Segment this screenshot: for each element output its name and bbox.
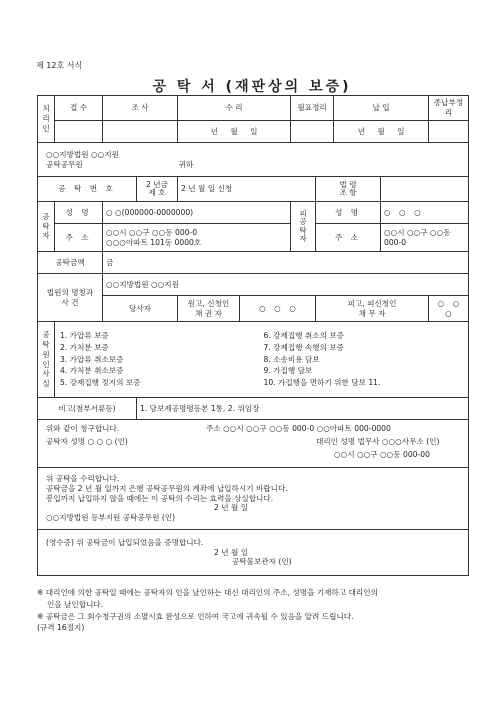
cause-item[interactable]: 4. 가처분 취소보증 [60, 366, 124, 376]
acceptance-date-line: 2 년 월 일 [214, 503, 249, 513]
receipt-signature: 공탁물보관자 (인) [232, 557, 292, 567]
depositee-name[interactable]: ○ ○ ○ [381, 202, 469, 224]
inspection-header: 조 사 [103, 96, 178, 121]
depositee-side-label: 피 공 탁 자 [291, 202, 316, 252]
monthly-table-header: 월표정리 [291, 96, 334, 121]
cause-side-label: 공 탁 원 인 사 실 [38, 322, 55, 398]
depositor-name[interactable]: ○ ○(000000-0000000) [103, 202, 291, 224]
deposit-form-table [37, 95, 469, 576]
court-name[interactable]: ○○지방법원 ○○지원 [103, 274, 469, 296]
depositee-address-label: 주 소 [316, 224, 381, 252]
receipt-date-line: 2 년 월 일 [214, 547, 249, 557]
cause-item[interactable]: 10. 가집행을 면하기 위한 담보 11. [263, 378, 381, 388]
acceptance-header: 수 리 [178, 96, 291, 121]
inspection-cell[interactable] [103, 121, 178, 143]
acceptance-block [38, 468, 469, 530]
deposit-number-year[interactable]: 2 년금 제 호 [137, 177, 178, 202]
cause-item[interactable]: 8. 소송비용 담보 [263, 354, 320, 364]
form-number: 제 12호 서식 [36, 61, 83, 70]
note-paper-size: (규격 16절지) [37, 623, 85, 633]
footnotes [37, 587, 477, 634]
plaintiff-label: 원고, 신청인 채 권 자 [178, 296, 240, 322]
depositor-address-label: 주 소 [55, 224, 103, 252]
acceptance-date: 년 월 일 [178, 121, 291, 143]
receipt-block [38, 530, 469, 576]
processor-side-label: 처 리 인 [38, 96, 55, 143]
law-article-value[interactable] [381, 177, 469, 202]
depositee-address[interactable]: ○○시 ○○구 ○○동 000-0 [381, 224, 469, 252]
cause-item[interactable]: 9. 가집행 담보 [263, 366, 313, 376]
claim-statement: 위와 같이 청구합니다. [46, 424, 120, 433]
claimant-name: 공탁자 성명 ○ ○ ○ (인) [46, 437, 128, 446]
payment-header: 납 입 [334, 96, 429, 121]
expiry-notice: 봉입까지 납입하지 않을 때에는 이 공탁의 수리는 효력을 상실합니다. [46, 493, 274, 503]
defendant-label: 피고, 피신청인 채 무 자 [316, 296, 429, 322]
payment-date: 년 월 일 [334, 121, 429, 143]
claim-block [38, 420, 469, 468]
depositor-name-label: 성 명 [55, 202, 103, 224]
receipt-statement: (영수증) 위 공탁금이 납입되었음을 증명합니다. [46, 537, 204, 547]
agent-name: 대리인 성명 법무사 ○○○사무소 (인) [316, 437, 440, 446]
deposit-number-label: 공 탁 번 호 [38, 177, 137, 202]
final-payment-cell[interactable] [429, 121, 469, 143]
remarks-value[interactable]: 1. 담보제공명령등본 1통, 2. 위임장 [137, 398, 469, 420]
agent-address: ○○시 ○○구 ○○동 000-00 [334, 450, 430, 459]
cause-item[interactable]: 6. 강제집행 취소의 보증 [263, 330, 345, 340]
party-label: 당사자 [103, 296, 178, 322]
application-date[interactable]: 2 년 월 일 신청 [178, 177, 316, 202]
cause-item[interactable]: 2. 가처분 보증 [60, 342, 109, 352]
court-case-label: 법원의 명칭과 사 건 [38, 274, 103, 322]
cause-item[interactable]: 1. 가압류 보증 [60, 330, 109, 340]
acceptance-statement: 위 공탁을 수리합니다. [46, 473, 120, 483]
amount-label: 공탁금액 [38, 252, 103, 274]
note-prescription: ※ 공탁금은 그 회수청구권의 소멸시효 완성으로 인하여 국고에 귀속될 수 있음을 알려 드립니다. [37, 611, 354, 621]
addressee-officer: 공탁공무원 귀하 [46, 159, 194, 169]
document-title: 공 탁 서 (재판상의 보증) [152, 79, 352, 95]
monthly-table-cell[interactable] [291, 121, 334, 143]
depositee-name-label: 성 명 [316, 202, 381, 224]
payment-instruction: 공탁금을 2 년 월 일까지 은행 공탁공무원의 계좌에 납입하시기 바랍니다. [46, 483, 288, 493]
amount-value[interactable]: 금 [103, 252, 469, 274]
note-agent-cont: 인을 날인합니다. [47, 599, 104, 609]
plaintiff-name[interactable]: ○ ○ ○ [240, 296, 316, 322]
note-agent: ※ 대리인에 의한 공탁일 때에는 공탁자의 인을 날인하는 대신 대리인의 주소, 성명을 기재하고 대리인의 [37, 588, 378, 597]
defendant-name[interactable]: ○ ○ ○ [429, 296, 469, 322]
depositor-address[interactable]: ○○시 ○○구 ○○동 000-0 ○○○아파트 101동 0000호 [103, 224, 291, 252]
law-article-label: 법 령 조 항 [316, 177, 381, 202]
cause-item[interactable]: 7. 강제집행 속행의 보증 [263, 342, 345, 352]
cause-list [55, 322, 469, 398]
remarks-label: 비고(첨부서류등) [38, 398, 137, 420]
addressee-block [38, 143, 469, 177]
receipt-cell[interactable] [55, 121, 103, 143]
acceptance-signature: ○○지방법원 등부지원 공탁공무원 (인) [46, 513, 176, 523]
receipt-header: 접 수 [55, 96, 103, 121]
cause-item[interactable]: 3. 가압류 취소보증 [60, 354, 124, 364]
cause-item[interactable]: 5. 강제집행 정지의 보증 [60, 378, 141, 388]
final-payment-header: 종납부정리 [429, 96, 469, 121]
claimant-address: 주소 ○○시 ○○구 ○○동 000-0 ○○아파트 000-0000 [206, 424, 391, 433]
addressee-court: ○○지방법원 ○○지원 [46, 149, 119, 159]
depositor-side-label: 공 탁 자 [38, 202, 55, 252]
